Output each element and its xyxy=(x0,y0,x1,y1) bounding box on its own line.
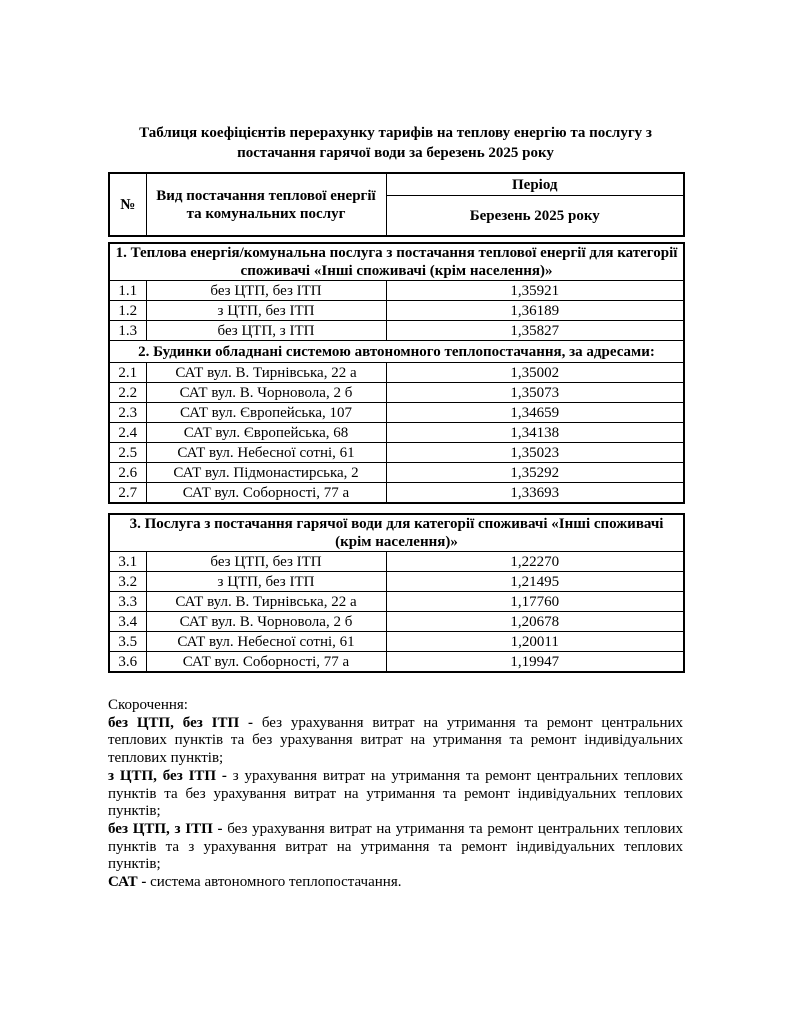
row-number: 3.3 xyxy=(109,592,146,612)
row-service: САТ вул. Соборності, 77 а xyxy=(146,483,386,504)
row-service: САТ вул. Небесної сотні, 61 xyxy=(146,632,386,652)
row-service: САТ вул. В. Тирнівська, 22 а xyxy=(146,592,386,612)
row-number: 1.3 xyxy=(109,321,146,341)
header-row-period xyxy=(109,173,684,196)
abbreviations-heading: Скорочення: xyxy=(108,697,188,713)
section-1-header-row xyxy=(109,243,684,281)
abbreviation-item xyxy=(108,821,683,874)
row-service: САТ вул. В. Чорновола, 2 б xyxy=(146,612,386,632)
row-value: 1,19947 xyxy=(386,652,684,673)
table-row xyxy=(109,572,684,592)
row-number: 1.1 xyxy=(109,281,146,301)
row-value: 1,21495 xyxy=(386,572,684,592)
row-service: САТ вул. В. Тирнівська, 22 а xyxy=(146,363,386,383)
row-service: САТ вул. Європейська, 107 xyxy=(146,403,386,423)
abbreviation-term: без ЦТП, без ІТП - xyxy=(108,714,253,731)
row-value: 1,22270 xyxy=(386,552,684,572)
tariff-table-section-3 xyxy=(108,513,685,673)
column-header-period: Період xyxy=(386,173,684,196)
section-1-title: 1. Теплова енергія/комунальна послуга з постачання теплової енергії для категорії споживачі «Інші споживачі (крім населення)» xyxy=(109,243,684,281)
row-value: 1,35002 xyxy=(386,363,684,383)
abbreviation-term: САТ - xyxy=(108,874,147,891)
abbreviation-term: без ЦТП, з ІТП - xyxy=(108,820,223,837)
abbreviation-item xyxy=(108,715,683,768)
document-title: Таблиця коефіцієнтів перерахунку тарифів на теплову енергію та послугу з постачання гарячої води за березень 2025 року xyxy=(139,125,652,161)
row-number: 2.1 xyxy=(109,363,146,383)
row-value: 1,35827 xyxy=(386,321,684,341)
row-service: з ЦТП, без ІТП xyxy=(146,301,386,321)
row-number: 2.4 xyxy=(109,423,146,443)
row-value: 1,20678 xyxy=(386,612,684,632)
table-row xyxy=(109,592,684,612)
tariff-table-sections-1-2 xyxy=(108,242,685,504)
row-service: САТ вул. Підмонастирська, 2 xyxy=(146,463,386,483)
table-row xyxy=(109,301,684,321)
row-service: САТ вул. Соборності, 77 а xyxy=(146,652,386,673)
row-value: 1,17760 xyxy=(386,592,684,612)
table-row xyxy=(109,363,684,383)
section-2-title: 2. Будинки обладнані системою автономного теплопостачання, за адресами: xyxy=(109,341,684,363)
table-row xyxy=(109,552,684,572)
table-row xyxy=(109,321,684,341)
row-value: 1,34138 xyxy=(386,423,684,443)
row-value: 1,35292 xyxy=(386,463,684,483)
row-service: САТ вул. В. Чорновола, 2 б xyxy=(146,383,386,403)
tariff-table-header xyxy=(108,172,685,237)
abbreviation-item xyxy=(108,874,683,892)
abbreviation-definition: з урахування витрат на утримання та ремонт центральних теплових пунктів та без урахування витрат на утримання та ремонт індивідуальних теплових пунктів; xyxy=(108,767,683,820)
row-value: 1,34659 xyxy=(386,403,684,423)
abbreviation-definition: система автономного теплопостачання. xyxy=(150,874,402,891)
document-content xyxy=(108,124,683,892)
row-number: 3.6 xyxy=(109,652,146,673)
section-3-title: 3. Послуга з постачання гарячої води для категорії споживачі «Інші споживачі (крім населення)» xyxy=(109,514,684,552)
row-service: без ЦТП, з ІТП xyxy=(146,321,386,341)
table-row xyxy=(109,652,684,673)
row-value: 1,35073 xyxy=(386,383,684,403)
row-number: 3.4 xyxy=(109,612,146,632)
table-row xyxy=(109,403,684,423)
row-service: з ЦТП, без ІТП xyxy=(146,572,386,592)
row-value: 1,35023 xyxy=(386,443,684,463)
row-value: 1,35921 xyxy=(386,281,684,301)
row-number: 2.5 xyxy=(109,443,146,463)
row-number: 1.2 xyxy=(109,301,146,321)
abbreviations-block xyxy=(108,697,683,892)
table-row xyxy=(109,632,684,652)
row-number: 3.1 xyxy=(109,552,146,572)
row-service: без ЦТП, без ІТП xyxy=(146,281,386,301)
row-value: 1,33693 xyxy=(386,483,684,504)
table-row xyxy=(109,281,684,301)
table-row xyxy=(109,612,684,632)
row-number: 2.7 xyxy=(109,483,146,504)
table-row xyxy=(109,423,684,443)
row-number: 2.2 xyxy=(109,383,146,403)
column-header-service: Вид постачання теплової енергії та комунальних послуг xyxy=(146,173,386,236)
column-header-number: № xyxy=(109,173,146,236)
abbreviation-definition: без урахування витрат на утримання та ремонт центральних теплових пунктів та без урахування витрат на утримання та ремонт індивідуальних теплових пунктів; xyxy=(108,714,683,767)
column-header-month: Березень 2025 року xyxy=(386,196,684,237)
row-number: 2.3 xyxy=(109,403,146,423)
row-number: 3.2 xyxy=(109,572,146,592)
table-row xyxy=(109,383,684,403)
row-value: 1,36189 xyxy=(386,301,684,321)
section-3-header-row xyxy=(109,514,684,552)
table-row xyxy=(109,483,684,504)
row-service: без ЦТП, без ІТП xyxy=(146,552,386,572)
abbreviation-definition: без урахування витрат на утримання та ремонт центральних теплових пунктів та з урахування витрат на утримання та ремонт індивідуальних теплових пунктів; xyxy=(108,820,683,873)
row-number: 3.5 xyxy=(109,632,146,652)
row-value: 1,20011 xyxy=(386,632,684,652)
row-number: 2.6 xyxy=(109,463,146,483)
abbreviation-item xyxy=(108,768,683,821)
section-2-header-row xyxy=(109,341,684,363)
table-row xyxy=(109,443,684,463)
row-service: САТ вул. Європейська, 68 xyxy=(146,423,386,443)
abbreviation-term: з ЦТП, без ІТП - xyxy=(108,767,227,784)
row-service: САТ вул. Небесної сотні, 61 xyxy=(146,443,386,463)
table-row xyxy=(109,463,684,483)
